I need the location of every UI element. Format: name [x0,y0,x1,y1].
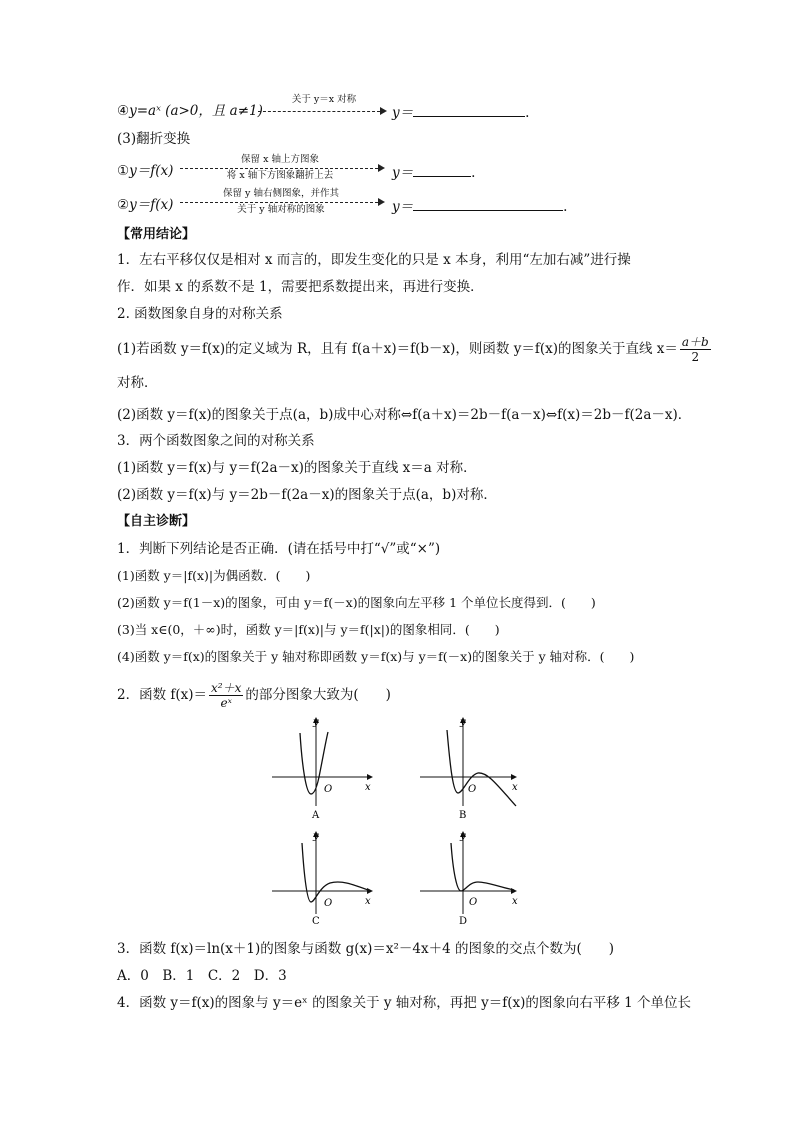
diag-q3-options[interactable]: A．0 B．1 C．2 D．3 [117,968,287,984]
common-p2-1 [117,334,713,364]
graph-c-origin: O [324,898,333,909]
common-p1-line2: 作．如果 x 的系数不是 1，需要把系数提出来，再进行变换． [117,279,484,295]
diag-q2 [117,680,391,710]
fraction-numerator: a＋b [681,335,709,349]
flip1-blank[interactable] [413,162,471,177]
flip2-expr: y＝f(x) [129,197,174,213]
flip1-expr: y＝f(x) [129,163,174,179]
graph-a-label: A [312,810,320,821]
graph-d-curve [451,843,514,891]
graph-b-x-label: x [512,782,518,793]
flip1-label: ① [117,163,130,179]
flip1-target-text: y＝ [392,165,414,181]
graph-d-label: D [459,916,468,927]
item4-end: . [525,105,530,121]
common-title: 【常用结论】 [117,227,196,242]
flip2-blank[interactable] [413,196,563,211]
graph-a-y-label: y [313,717,319,728]
graph-c[interactable] [272,831,372,927]
flip2-line [117,196,173,214]
graph-a[interactable] [272,717,372,821]
diag-q4: 4．函数 y＝f(x)的图象与 y＝eˣ 的图象关于 y 轴对称，再把 y＝f(x)的图象向右平移 1 个单位长 [117,995,692,1011]
graph-c-label: C [312,916,320,927]
common-p3-1: (1)函数 y＝f(x)与 y＝f(2a－x)的图象关于直线 x＝a 对称． [117,460,477,476]
diag-q3: 3．函数 f(x)＝ln(x＋1)的图象与函数 g(x)＝x²－4x＋4 的图象的交点个数为( ) [117,941,614,957]
diag-q1: 1．判断下列结论是否正确．(请在括号中打“√”或“×”) [117,541,441,557]
graph-d-y-label: y [460,831,466,842]
common-p3-2: (2)函数 y＝f(x)与 y＝2b－f(2a－x)的图象关于点(a，b)对称． [117,487,497,503]
diag-q2-pre: 2．函数 f(x)＝ [117,687,208,703]
graph-a-x-label: x [365,782,371,793]
graph-b-origin: O [468,784,477,795]
flip1-target [392,162,475,182]
q2-denominator: eˣ [220,696,232,710]
graph-b-curve [447,730,516,806]
diag-q1-2: (2)函数 y＝f(1－x)的图象，可由 y＝f(－x)的图象向左平移 1 个单位长度得到．( ) [117,595,596,610]
flip1-arrow [180,154,388,184]
graph-a-curve [300,732,328,794]
graph-c-curve [302,843,368,902]
diag-q1-4: (4)函数 y＝f(x)的图象关于 y 轴对称即函数 y＝f(x)与 y＝f(－x)的图象关于 y 轴对称．( ) [117,649,635,664]
item4-arrow [258,94,388,120]
q2-fraction [209,681,243,710]
graph-d-x-label: x [512,896,518,907]
graph-b-label: B [459,810,467,821]
common-p2: 2. 函数图象自身的对称关系 [117,306,283,322]
flip2-target-text: y＝ [392,199,414,215]
flip2-arrow-line2: 关于 y 轴对称的图象 [237,204,325,215]
graph-b-y-label: y [460,717,466,728]
diag-q1-3: (3)当 x∈(0，＋∞)时，函数 y＝|f(x)|与 y＝f(|x|)的图象相同．( ) [117,622,500,637]
section3-title: (3)翻折变换 [117,131,191,147]
graph-a-origin: O [324,784,333,795]
flip2-end: . [563,199,568,215]
diag-q1-1: (1)函数 y＝|f(x)|为偶函数．( ) [117,568,311,583]
flip2-target [392,196,567,216]
flip2-arrow [180,188,388,218]
common-p3: 3．两个函数图象之间的对称关系 [117,433,315,449]
graph-b[interactable] [420,717,518,821]
flip1-line [117,162,173,180]
diag-q2-post: 的部分图象大致为( ) [245,687,391,703]
flip2-arrow-line1: 保留 y 轴右侧图象，并作其 [223,188,339,199]
fraction-denominator: 2 [691,350,700,364]
item4-blank[interactable] [413,102,525,117]
item4-label: ④ [117,103,130,119]
flip1-arrow-line1: 保留 x 轴上方图象 [241,154,319,165]
common-p2-2: (2)函数 y＝f(x)的图象关于点(a，b)成中心对称⇔f(a＋x)＝2b－f(a－x)⇔f(x)＝2b－f(2a－x)． [117,407,692,423]
graph-c-y-label: y [313,831,319,842]
common-p2-1b: 对称． [117,375,158,391]
graph-c-x-label: x [365,896,371,907]
symmetry-fraction [680,335,711,364]
flip1-end: . [471,165,476,181]
flip2-label: ② [117,197,130,213]
graph-d[interactable] [420,831,518,927]
diag-title: 【自主诊断】 [117,514,196,529]
item4-target [392,102,529,122]
q2-numerator: x²＋x [211,681,242,695]
common-p1-line1: 1．左右平移仅仅是相对 x 而言的，即发生变化的只是 x 本身，利用“左加右减”进行操 [117,252,631,268]
item4-line [117,102,263,120]
common-p2-1a: (1)若函数 y＝f(x)的定义域为 R，且有 f(a＋x)＝f(b－x)，则函数 y＝f(x)的图象关于直线 x＝ [117,341,678,357]
flip1-arrow-line2: 将 x 轴下方图象翻折上去 [226,170,334,181]
item4-arrow-label: 关于 y＝x 对称 [291,94,357,105]
item4-target-text: y＝ [392,105,414,121]
graph-d-origin: O [469,897,478,908]
item4-expr: y=aˣ (a>0，且 a≠1) [129,103,263,119]
